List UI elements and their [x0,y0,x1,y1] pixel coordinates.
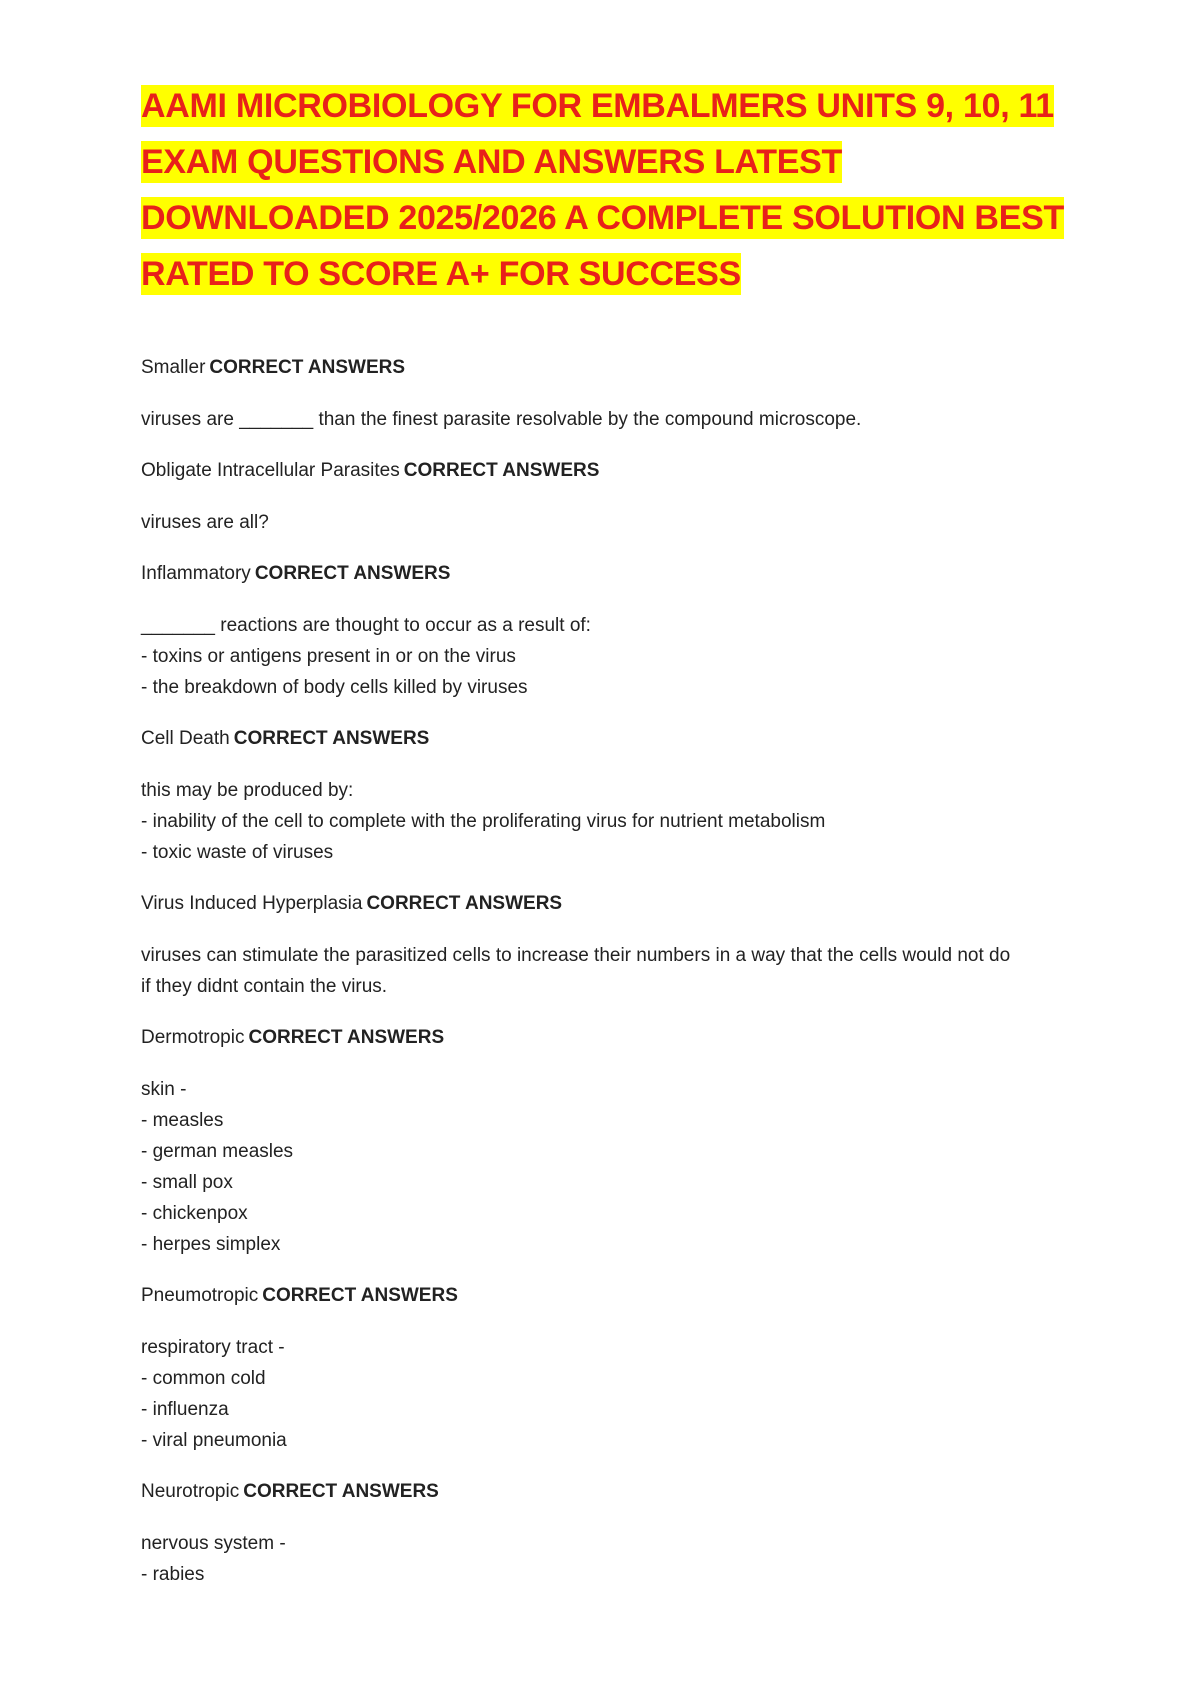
qa-answer [141,404,1071,435]
answer-line: viruses are _______ than the finest parasite resolvable by the compound microscope. [141,409,862,430]
qa-term [141,727,1071,751]
answer-line: - toxic waste of viruses [141,842,334,863]
qa-term [141,459,1071,483]
answer-line: if they didnt contain the virus. [141,976,388,997]
answer-line: respiratory tract - [141,1337,285,1358]
qa-answer [141,1528,1071,1590]
qa-answer [141,775,1071,868]
answer-line: _______ reactions are thought to occur as a result of: [141,615,591,636]
correct-answers-label: CORRECT ANSWERS [254,563,451,584]
document-page [141,78,1071,1614]
title-line: AAMI MICROBIOLOGY FOR EMBALMERS UNITS 9, 10, 11 [141,87,1054,125]
answer-line: - viral pneumonia [141,1430,287,1451]
qa-answer [141,1332,1071,1456]
answer-line: - toxins or antigens present in or on the virus [141,646,516,667]
qa-answer [141,940,1071,1002]
term-text: Smaller [141,357,206,378]
correct-answers-label: CORRECT ANSWERS [366,893,563,914]
qa-term [141,1480,1071,1504]
answer-line: viruses are all? [141,512,269,533]
document-title [141,78,1071,302]
term-text: Dermotropic [141,1027,245,1048]
qa-term [141,1026,1071,1050]
term-text: Neurotropic [141,1481,240,1502]
term-text: Obligate Intracellular Parasites [141,460,400,481]
term-text: Pneumotropic [141,1285,259,1306]
title-line: DOWNLOADED 2025/2026 A COMPLETE SOLUTION BEST [141,199,1064,237]
qa-term [141,562,1071,586]
term-text: Virus Induced Hyperplasia [141,893,363,914]
answer-line: nervous system - [141,1533,286,1554]
correct-answers-label: CORRECT ANSWERS [262,1285,458,1306]
answer-line: - chickenpox [141,1203,248,1224]
correct-answers-label: CORRECT ANSWERS [233,728,430,749]
answer-line: - inability of the cell to complete with the proliferating virus for nutrient metabolism [141,811,826,832]
answer-line: - common cold [141,1368,266,1389]
term-text: Inflammatory [141,563,251,584]
correct-answers-label: CORRECT ANSWERS [243,1481,439,1502]
qa-list [141,356,1071,1590]
qa-term [141,1284,1071,1308]
answer-line: - herpes simplex [141,1234,281,1255]
term-text: Cell Death [141,728,230,749]
qa-answer [141,507,1071,538]
answer-line: - small pox [141,1172,233,1193]
answer-line: - rabies [141,1564,205,1585]
correct-answers-label: CORRECT ANSWERS [209,357,406,378]
answer-line: viruses can stimulate the parasitized cells to increase their numbers in a way that the cells would not do [141,945,1011,966]
qa-term [141,356,1071,380]
title-line: RATED TO SCORE A+ FOR SUCCESS [141,255,741,293]
title-line: EXAM QUESTIONS AND ANSWERS LATEST [141,143,842,181]
answer-line: - german measles [141,1141,294,1162]
answer-line: - measles [141,1110,224,1131]
correct-answers-label: CORRECT ANSWERS [403,460,600,481]
answer-line: skin - [141,1079,187,1100]
answer-line: - the breakdown of body cells killed by viruses [141,677,528,698]
answer-line: this may be produced by: [141,780,354,801]
qa-term [141,892,1071,916]
qa-answer [141,1074,1071,1260]
qa-answer [141,610,1071,703]
correct-answers-label: CORRECT ANSWERS [248,1027,445,1048]
answer-line: - influenza [141,1399,229,1420]
